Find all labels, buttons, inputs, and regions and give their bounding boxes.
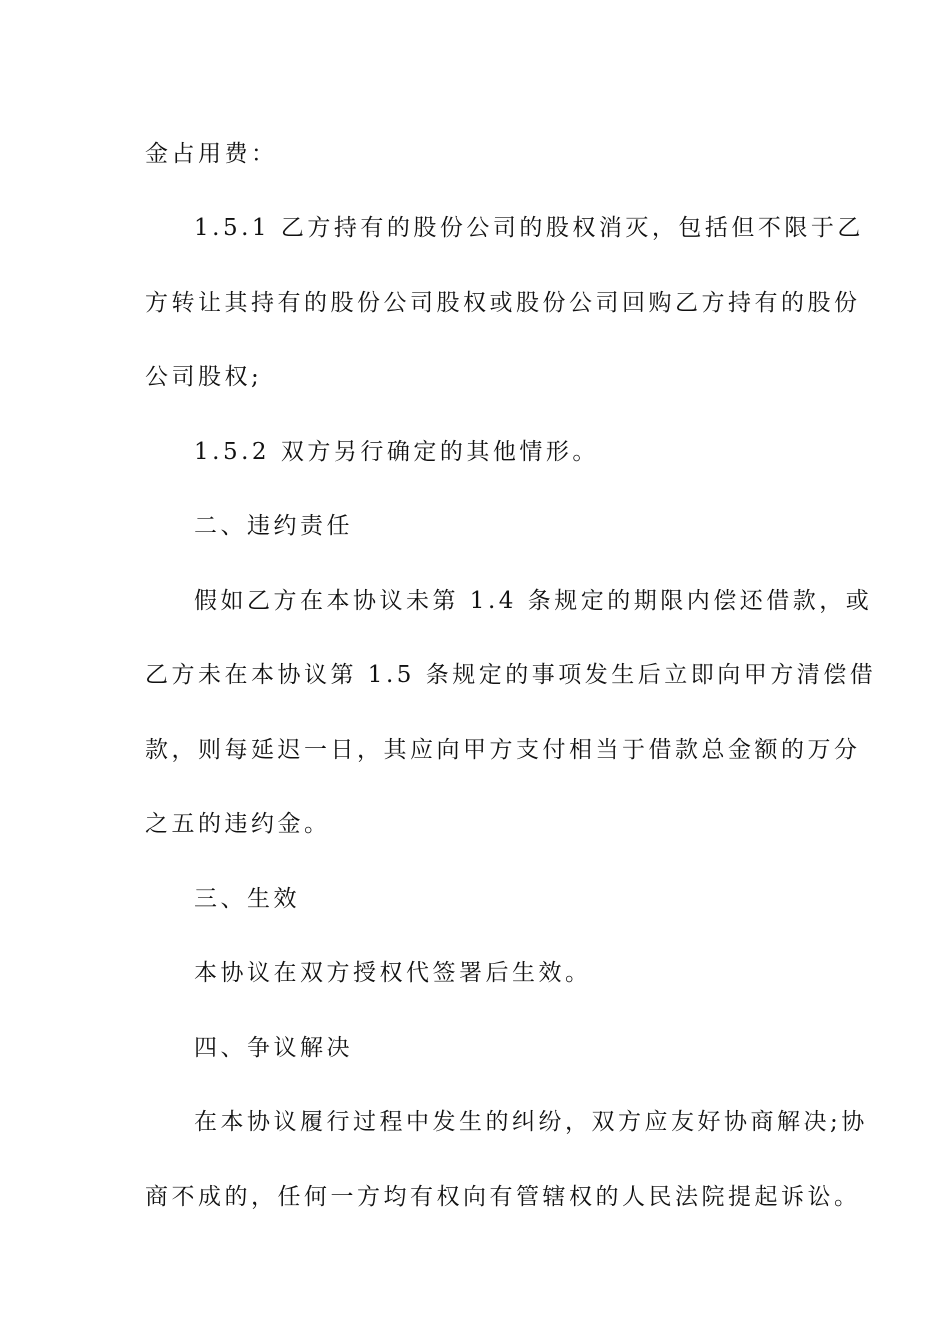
section-heading-effectiveness: 三、生效 bbox=[194, 886, 300, 912]
effectiveness-paragraph: 本协议在双方授权代签署后生效。 bbox=[194, 960, 592, 986]
dispute-paragraph-line-2: 商不成的，任何一方均有权向有管辖权的人民法院提起诉讼。 bbox=[145, 1184, 861, 1210]
clause-1-5-1-line-2: 方转让其持有的股份公司股权或股份公司回购乙方持有的股份 bbox=[145, 290, 861, 316]
breach-paragraph-line-1: 假如乙方在本协议未第 1.4 条规定的期限内偿还借款，或 bbox=[194, 588, 873, 614]
breach-paragraph-line-3: 款，则每延迟一日，其应向甲方支付相当于借款总金额的万分 bbox=[145, 737, 861, 763]
breach-paragraph-line-2: 乙方未在本协议第 1.5 条规定的事项发生后立即向甲方清偿借 bbox=[145, 662, 877, 688]
clause-1-5-1-line-1: 1.5.1 乙方持有的股份公司的股权消灭，包括但不限于乙 bbox=[194, 215, 864, 241]
clause-1-5-2: 1.5.2 双方另行确定的其他情形。 bbox=[194, 439, 599, 465]
section-heading-breach: 二、违约责任 bbox=[194, 513, 353, 539]
clause-1-5-1-line-3: 公司股权; bbox=[145, 364, 263, 390]
breach-paragraph-line-4: 之五的违约金。 bbox=[145, 811, 331, 837]
dispute-paragraph-line-1: 在本协议履行过程中发生的纠纷，双方应友好协商解决;协 bbox=[194, 1109, 868, 1135]
section-heading-dispute-resolution: 四、争议解决 bbox=[194, 1035, 353, 1061]
text-line-fee-continuation: 金占用费： bbox=[145, 141, 278, 167]
